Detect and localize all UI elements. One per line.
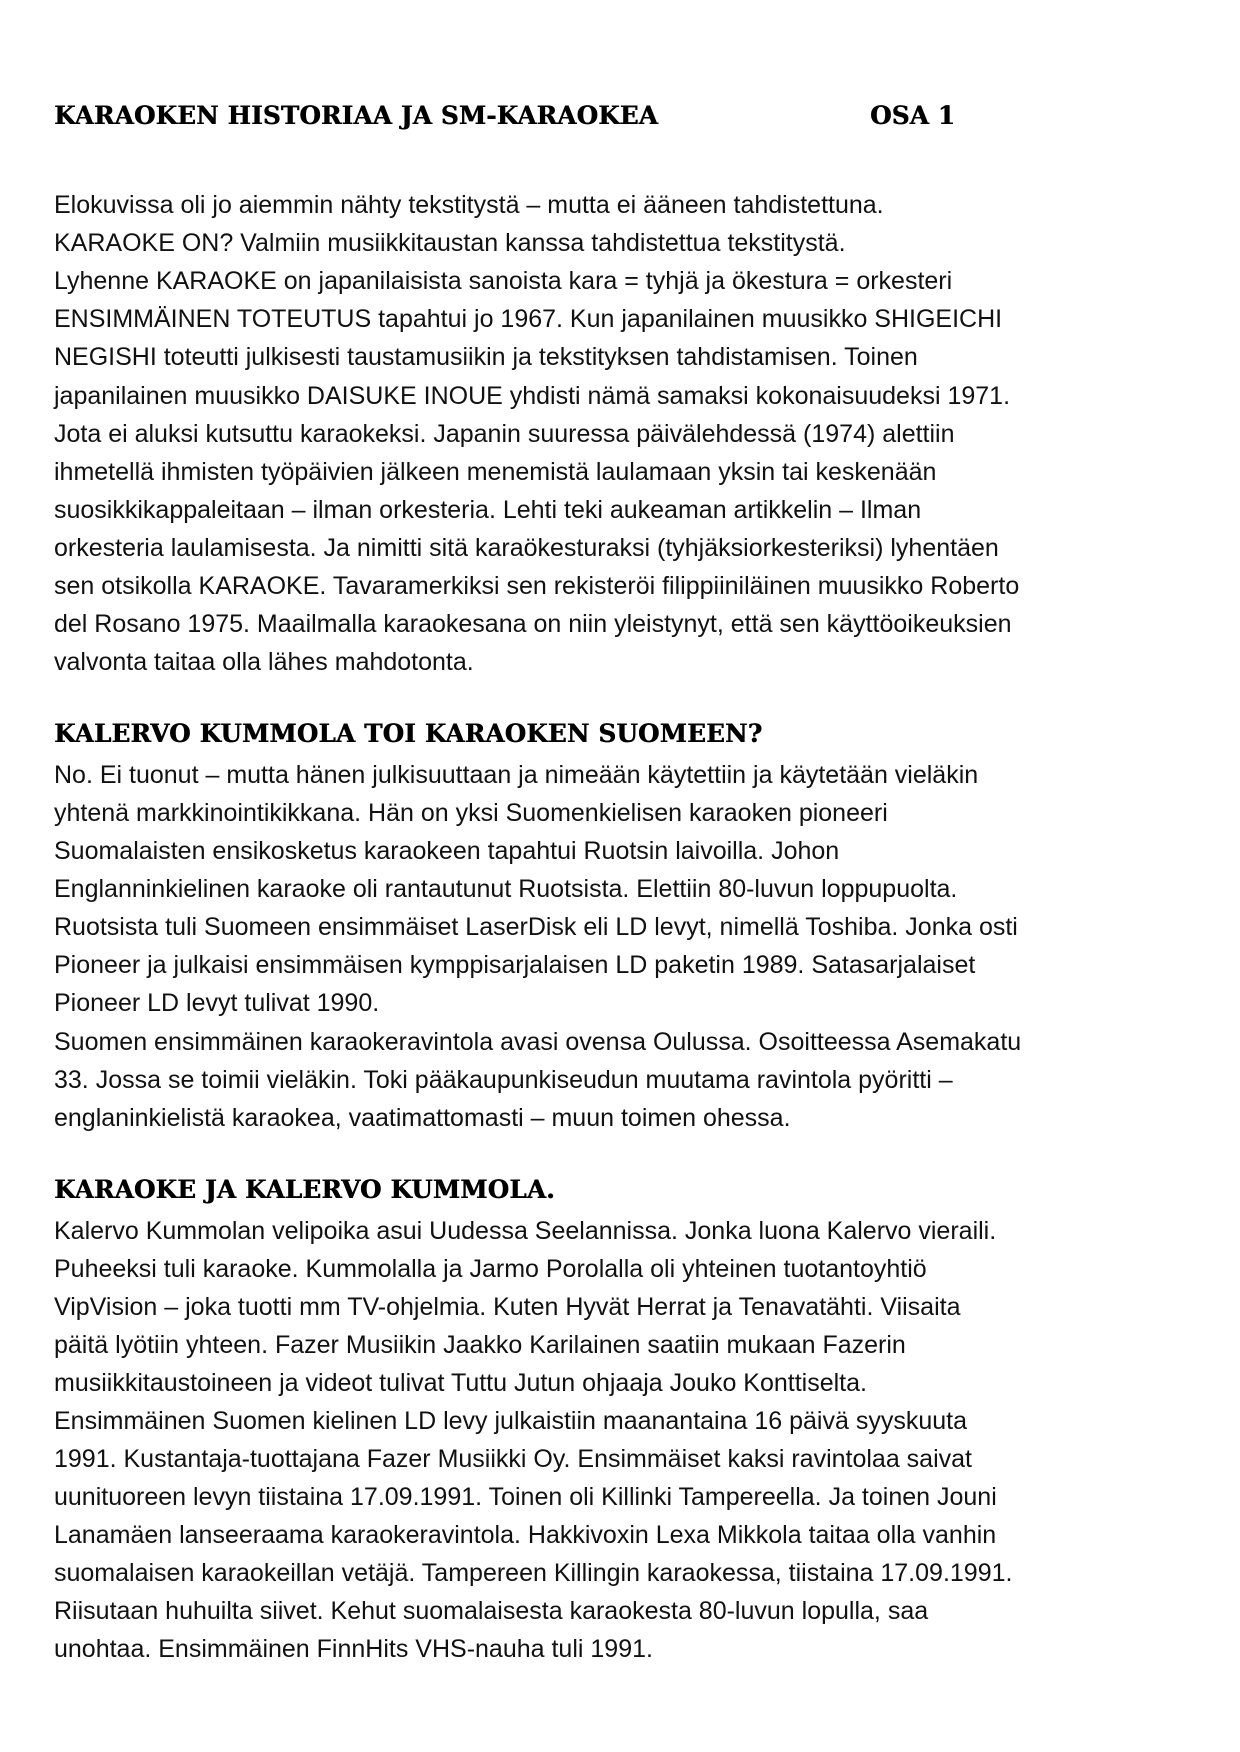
paragraph-line: KARAOKE ON? Valmiin musiikkitaustan kanssa tahdistettua tekstitystä. bbox=[54, 229, 846, 257]
paragraph-line: päitä lyötiin yhteen. Fazer Musiikin Jaakko Karilainen saatiin mukaan Fazerin bbox=[54, 1331, 906, 1359]
paragraph-line: Jota ei aluksi kutsuttu karaokeksi. Japanin suuressa päivälehdessä (1974) alettiin bbox=[54, 420, 955, 448]
paragraph-line: NEGISHI toteutti julkisesti taustamusiikin ja tekstityksen tahdistamisen. Toinen bbox=[54, 343, 918, 371]
paragraph-line: suomalaisen karaokeillan vetäjä. Tampereen Killingin karaokessa, tiistaina 17.09.1991. bbox=[54, 1559, 1013, 1587]
paragraph-line: suosikkikappaleitaan – ilman orkesteria. Lehti teki aukeaman artikkelin – Ilman bbox=[54, 496, 922, 524]
paragraph-line: Englanninkielinen karaoke oli rantautunut Ruotsista. Elettiin 80-luvun loppupuolta. bbox=[54, 875, 958, 903]
paragraph-line: musiikkitaustoineen ja videot tulivat Tuttu Jutun ohjaaja Jouko Konttiselta. bbox=[54, 1369, 867, 1397]
paragraph-line: unohtaa. Ensimmäinen FinnHits VHS-nauha tuli 1991. bbox=[54, 1635, 653, 1663]
paragraph-line: valvonta taitaa olla lähes mahdotonta. bbox=[54, 648, 474, 676]
paragraph-line: 33. Jossa se toimii vieläkin. Toki pääkaupunkiseudun muutama ravintola pyöritti – bbox=[54, 1066, 953, 1094]
paragraph-line: del Rosano 1975. Maailmalla karaokesana on niin yleistynyt, että sen käyttöoikeuksien bbox=[54, 610, 1012, 638]
paragraph-line: Kalervo Kummolan velipoika asui Uudessa Seelannissa. Jonka luona Kalervo vieraili. bbox=[54, 1217, 997, 1245]
paragraph-line: Elokuvissa oli jo aiemmin nähty tekstitystä – mutta ei ääneen tahdistettuna. bbox=[54, 191, 884, 219]
paragraph-line: englaninkielistä karaokea, vaatimattomasti – muun toimen ohessa. bbox=[54, 1104, 791, 1132]
document-part-label: OSA 1 bbox=[870, 101, 956, 130]
paragraph-line: No. Ei tuonut – mutta hänen julkisuuttaan ja nimeään käytettiin ja käytetään vieläkin bbox=[54, 761, 979, 789]
paragraph-line: sen otsikolla KARAOKE. Tavaramerkiksi sen rekisteröi filippiiniläinen muusikko Roberto bbox=[54, 572, 1020, 600]
paragraph-line: uunituoreen levyn tiistaina 17.09.1991. Toinen oli Killinki Tampereella. Ja toinen Jouni bbox=[54, 1483, 997, 1511]
paragraph-line: Ensimmäinen Suomen kielinen LD levy julkaistiin maanantaina 16 päivä syyskuuta bbox=[54, 1407, 967, 1435]
paragraph-line: yhtenä markkinointikikkana. Hän on yksi Suomenkielisen karaoken pioneeri bbox=[54, 799, 888, 827]
paragraph-line: Suomen ensimmäinen karaokeravintola avasi ovensa Oulussa. Osoitteessa Asemakatu bbox=[54, 1028, 1022, 1056]
paragraph-line: Riisutaan huhuilta siivet. Kehut suomalaisesta karaokesta 80-luvun lopulla, saa bbox=[54, 1597, 929, 1625]
paragraph-line: Lyhenne KARAOKE on japanilaisista sanoista kara = tyhjä ja ökestura = orkesteri bbox=[54, 267, 953, 295]
paragraph-line: japanilainen muusikko DAISUKE INOUE yhdisti nämä samaksi kokonaisuudeksi 1971. bbox=[54, 382, 1011, 410]
paragraph-line: Suomalaisten ensikosketus karaokeen tapahtui Ruotsin laivoilla. Johon bbox=[54, 837, 840, 865]
paragraph-line: Pioneer ja julkaisi ensimmäisen kymppisarjalaisen LD paketin 1989. Satasarjalaiset bbox=[54, 951, 976, 979]
paragraph-line: orkesteria laulamisesta. Ja nimitti sitä karaökesturaksi (tyhjäksiorkesteriksi) lyhentäen bbox=[54, 534, 999, 562]
paragraph-line: Pioneer LD levyt tulivat 1990. bbox=[54, 989, 380, 1017]
paragraph-line: ENSIMMÄINEN TOTEUTUS tapahtui jo 1967. Kun japanilainen muusikko SHIGEICHI bbox=[54, 305, 1003, 333]
paragraph-line: Puheeksi tuli karaoke. Kummolalla ja Jarmo Porolalla oli yhteinen tuotantoyhtiö bbox=[54, 1255, 927, 1283]
paragraph-line: Lanamäen lanseeraama karaokeravintola. Hakkivoxin Lexa Mikkola taitaa olla vanhin bbox=[54, 1521, 997, 1549]
paragraph-line: VipVision – joka tuotti mm TV-ohjelmia. Kuten Hyvät Herrat ja Tenavatähti. Viisaita bbox=[54, 1293, 961, 1321]
section-heading: KARAOKE JA KALERVO KUMMOLA. bbox=[54, 1175, 555, 1204]
section-heading: KALERVO KUMMOLA TOI KARAOKEN SUOMEEN? bbox=[54, 719, 763, 748]
paragraph-line: 1991. Kustantaja-tuottajana Fazer Musiikki Oy. Ensimmäiset kaksi ravintolaa saivat bbox=[54, 1445, 972, 1473]
document-title: KARAOKEN HISTORIAA JA SM-KARAOKEA bbox=[54, 101, 658, 130]
paragraph-line: Ruotsista tuli Suomeen ensimmäiset LaserDisk eli LD levyt, nimellä Toshiba. Jonka osti bbox=[54, 913, 1018, 941]
paragraph-line: ihmetellä ihmisten työpäivien jälkeen menemistä laulamaan yksin tai keskenään bbox=[54, 458, 937, 486]
